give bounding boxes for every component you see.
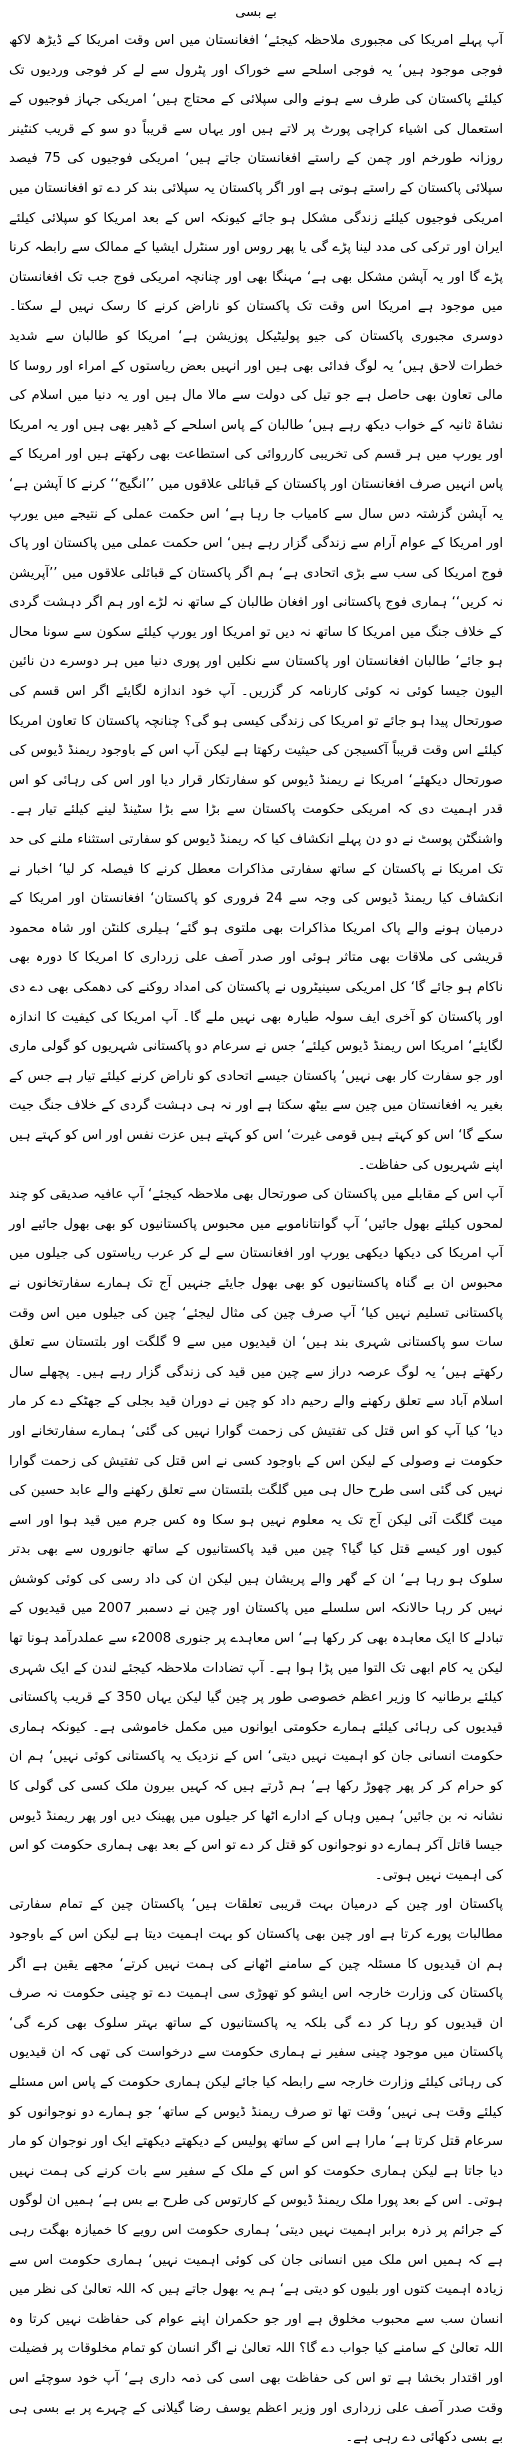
article-paragraph-2: آپ اس کے مقابلے میں پاکستان کی صورتحال بھی ملاحظہ کیجئے‘ آپ عافیہ صدیقی کو چند لمحوں کیلئے بھول جائیں‘ آپ گوانتاناموبے میں محبوس پاکستانیوں کو بھی بھول جائیے اور آپ امریکا کی دیکھا دیکھی یورپ اور افغانستان سے لے کر عرب ریاستوں کی جیلوں میں محبوس ان بے گناہ پاکستانیوں کو بھی بھول جایئے جنہیں آج تک ہمارے سفارتخانوں نے پاکستانی تسلیم نہیں کیا‘ آپ صرف چین کی مثال لیجئے‘ چین کی جیلوں میں اس وقت سات سو پاکستانی شہری بند ہیں‘ ان قیدیوں میں سے 9 گلگت اور بلتستان سے تعلق رکھتے ہیں‘ یہ لوگ عرصہ دراز سے چین میں قید کی زندگی گزار رہے ہیں۔ پچھلے سال اسلام آباد سے تعلق رکھنے والے رحیم داد کو چین نے دوران قید بجلی کے جھٹکے دے کر مار دیا‘ کیا آپ کو اس قتل کی تفتیش کی زحمت گوارا نہیں کی گئی‘ ہمارے سفارتخانے اور حکومت نے وصولی کے لیکن اس کے باوجود کسی نے اس قتل کی تفتیش کی زحمت گوارا نہیں کی گئی اسی طرح حال ہی میں گلگت بلتستان سے تعلق رکھنے والے عابد حسین کی میت گلگت آئی لیکن آج تک یہ معلوم نہیں ہو سکا وہ کس جرم میں قید ہوا اور اسے کیوں اور کیسے قتل کیا گیا؟ چین میں قید پاکستانیوں کے ساتھ جانوروں سے بھی بدتر سلوک ہو رہا ہے‘ ان کے گھر والے پریشان ہیں لیکن ان کی داد رسی کی کوئی کوشش نہیں کر رہا حالانکہ اس سلسلے میں پاکستان اور چین نے دسمبر 2007 میں قیدیوں کے تبادلے کا ایک معاہدہ بھی کر رکھا ہے‘ اس معاہدے پر جنوری 2008ء سے عملدرآمد ہونا تھا لیکن یہ کام ابھی تک التوا میں پڑا ہوا ہے۔ آپ تضادات ملاحظہ کیجئے لندن کے ایک شہری کیلئے برطانیہ کا وزیر اعظم خصوصی طور پر چین گیا لیکن یہاں 350 کے قریب پاکستانی قیدیوں کی رہائی کیلئے ہمارے حکومتی ایوانوں میں مکمل خاموشی ہے۔ کیونکہ ہماری حکومت انسانی جان کو اہمیت نہیں دیتی‘ اس کے نزدیک یہ پاکستانی کوئی نہیں‘ ہم ان کو حرام کر کر پھر چھوڑ رکھا ہے‘ ہم ڈرتے ہیں کہ کہیں بیرون ملک کسی کی گولی کا نشانہ نہ بن جائیں‘ ہمیں وہاں کے ادارے اٹھا کر جیلوں میں پھینک دیں اور پھر ریمنڈ ڈیوس جیسا قاتل آکر ہمارے دو نوجوانوں کو قتل کر دے تو اس کے بعد بھی ہماری حکومت کو اس کی اہمیت نہیں ہوتی۔ xyxy=(9,1187,504,1883)
article-paragraph-1: آپ پہلے امریکا کی مجبوری ملاحظہ کیجئے‘ افغانستان میں اس وقت امریکا کے ڈیڑھ لاکھ فوجی موجود ہیں‘ یہ فوجی اسلحے سے خوراک اور پٹرول سے لے کر فوجی وردیوں تک کیلئے پاکستان کی طرف سے ہونے والی سپلائی کے محتاج ہیں‘ امریکی جہاز فوجیوں کے استعمال کی اشیاء کراچی پورٹ پر لاتے ہیں اور یہاں سے قریباً دو سو کے قریب کنٹینر روزانہ طورخم اور چمن کے راستے افغانستان جاتے ہیں‘ امریکی فوجیوں کی 75 فیصد سپلائی پاکستان کے راستے ہوتی ہے اور اگر پاکستان یہ سپلائی بند کر دے تو افغانستان میں امریکی فوجیوں کیلئے زندگی مشکل ہو جائے کیونکہ اس کے بعد امریکا کو سپلائی کیلئے ایران اور ترکی کی مدد لینا پڑے گی یا پھر روس اور سنٹرل ایشیا کے ممالک سے رابطہ کرنا پڑے گا اور یہ آپشن مشکل بھی ہے‘ مہنگا بھی اور چنانچہ امریکی فوج جب تک افغانستان میں موجود ہے امریکا اس وقت تک پاکستان کو ناراض کرنے کا رسک نہیں لے سکتا۔ دوسری مجبوری پاکستان کی جیو پولیٹیکل پوزیشن ہے‘ امریکا کو طالبان سے شدید خطرات لاحق ہیں‘ یہ لوگ فدائی بھی ہیں اور انہیں بعض ریاستوں کے امراء اور روسا کا مالی تعاون بھی حاصل ہے جو تیل کی دولت سے مالا مال ہیں اور یہ دنیا میں اسلام کی نشاۃ ثانیہ کے خواب دیکھ رہے ہیں‘ طالبان کے پاس اسلحے کے ڈھیر بھی ہیں اور یہ امریکا اور یورپ میں ہر قسم کی تخریبی کارروائی کی استطاعت بھی رکھتے ہیں اور امریکا کے پاس انہیں صرف افغانستان اور پاکستان کے قبائلی علاقوں میں ’’انگیج‘‘ کرنے کا آپشن ہے‘ یہ آپشن گزشتہ دس سال سے کامیاب جا رہا ہے‘ اس حکمت عملی کے نتیجے میں یورپ اور امریکا کے عوام آرام سے زندگی گزار رہے ہیں‘ اس حکمت عملی میں پاکستان اور پاک فوج امریکا کی سب سے بڑی اتحادی ہے‘ ہم اگر پاکستان کے قبائلی علاقوں میں ’’آپریشن نہ کریں‘‘ ہماری فوج پاکستانی اور افغان طالبان کے ساتھ نہ لڑے اور ہم اگر دہشت گردی کے خلاف جنگ میں امریکا کا ساتھ نہ دیں تو امریکا اور یورپ کیلئے سکون سے سونا محال ہو جائے‘ طالبان افغانستان اور پاکستان سے نکلیں اور پوری دنیا میں ہر دوسرے دن نائین الیون جیسا کوئی نہ کوئی کارنامہ کر گزریں۔ آپ خود اندازہ لگایئے اگر اس قسم کی صورتحال پیدا ہو جائے تو امریکا کی زندگی کیسی ہو گی؟ چنانچہ پاکستان کا تعاون امریکا کیلئے اس وقت قریباً آکسیجن کی حیثیت رکھتا ہے لیکن آپ اس کے باوجود ریمنڈ ڈیوس کی صورتحال دیکھئے‘ امریکا نے ریمنڈ ڈیوس کو سفارتکار قرار دیا اور اس کی رہائی کو اس قدر اہمیت دی کہ امریکی حکومت پاکستان سے بڑا سے بڑا سٹینڈ لینے کیلئے تیار ہے۔ واشنگٹن پوسٹ نے دو دن پہلے انکشاف کیا کہ ریمنڈ ڈیوس کو سفارتی استثناء ملنے کی حد تک امریکا نے پاکستان کے ساتھ سفارتی مذاکرات معطل کرنے کا فیصلہ کر لیا‘ اخبار نے انکشاف کیا ریمنڈ ڈیوس کی وجہ سے 24 فروری کو پاکستان‘ افغانستان اور امریکا کے درمیان ہونے والے پاک امریکا مذاکرات بھی ملتوی ہو گئے‘ ہیلری کلنٹن اور شاہ محمود قریشی کی ملاقات بھی متاثر ہوئی اور صدر آصف علی زرداری کا امریکا کا دورہ بھی ناکام ہو جائے گا‘ کل امریکی سینیٹروں نے پاکستان کی امداد روکنے کی دھمکی بھی دے دی اور پاکستان کو آخری ایف سولہ طیارہ بھی نہیں ملے گا۔ آپ امریکا کی کیفیت کا اندازہ لگایئے‘ امریکا اس ریمنڈ ڈیوس کیلئے‘ جس نے سرعام دو پاکستانی شہریوں کو گولی ماری اور جو سفارت کار بھی نہیں‘ پاکستان جیسے اتحادی کو ناراض کرنے کیلئے تیار ہے جس کے بغیر یہ افغانستان میں چین سے بیٹھ سکتا ہے اور نہ ہی دہشت گردی کے خلاف جنگ جیت سکے گا‘ اس کو کہتے ہیں قومی غیرت‘ اس کو کہتے ہیں عزت نفس اور اس کو کہتے ہیں اپنے شہریوں کی حفاظت۔ xyxy=(9,33,503,1173)
article-title: بے بسی xyxy=(235,5,277,20)
article-paragraph-3: پاکستان اور چین کے درمیان بہت قریبی تعلقات ہیں‘ پاکستان چین کے تمام سفارتی مطالبات پورے کرتا ہے اور چین بھی پاکستان کو بہت اہمیت دیتا ہے لیکن اس کے باوجود ہم ان قیدیوں کا مسئلہ چین کے سامنے اٹھانے کی ہمت نہیں کرتے‘ مجھے یقین ہے اگر پاکستان کی وزارت خارجہ اس ایشو کو تھوڑی سی اہمیت دے تو چینی حکومت نہ صرف ان قیدیوں کو رہا کر دے گی بلکہ یہ پاکستانیوں کے ساتھ بہتر سلوک بھی کرے گی‘ پاکستان میں موجود چینی سفیر نے ہماری حکومت سے درخواست کی تھی کہ ان قیدیوں کی رہائی کیلئے وزارت خارجہ سے رابطہ کیا جائے لیکن ہماری حکومت کے پاس اس مسئلے کیلئے وقت ہی نہیں‘ وقت تھا تو صرف ریمنڈ ڈیوس کے ساتھ‘ جو ہمارے دو نوجوانوں کو سرعام قتل کرتا ہے‘ مارا ہے اس کے ساتھ پولیس کے دیکھتے دیکھتے ایک اور نوجوان کو مار دیا جاتا ہے لیکن ہماری حکومت کو اس کے ملک کے سفیر سے بات کرنے کی ہمت نہیں ہوتی۔ اس کے بعد پورا ملک ریمنڈ ڈیوس کے کارتوس کی طرح بے بس ہے‘ ہمیں ان لوگوں کے جرائم پر ذرہ برابر اہمیت نہیں دیتی‘ ہماری حکومت اس رویے کا خمیازہ بھگت رہی ہے کہ ہمیں اس ملک میں انسانی جان کی کوئی اہمیت نہیں‘ ہماری حکومت اس سے زیادہ اہمیت کتوں اور بلیوں کو دیتی ہے‘ ہم یہ بھول جاتے ہیں کہ اللہ تعالیٰ کی نظر میں انسان سب سے محبوب مخلوق ہے اور جو حکمران اپنے عوام کی حفاظت نہیں کرتا وہ اللہ تعالیٰ کے سامنے کیا جواب دے گا؟ اللہ تعالیٰ نے اگر انسان کو تمام مخلوقات پر فضیلت اور اقتدار بخشا ہے تو اس کی حفاظت بھی اسی کی ذمہ داری ہے‘ آپ خود سوچئے اس وقت صدر آصف علی زرداری اور وزیر اعظم یوسف رضا گیلانی کے چہرے پر بے بسی ہی بے بسی دکھائی دے رہی ہے۔ xyxy=(9,1897,503,2446)
